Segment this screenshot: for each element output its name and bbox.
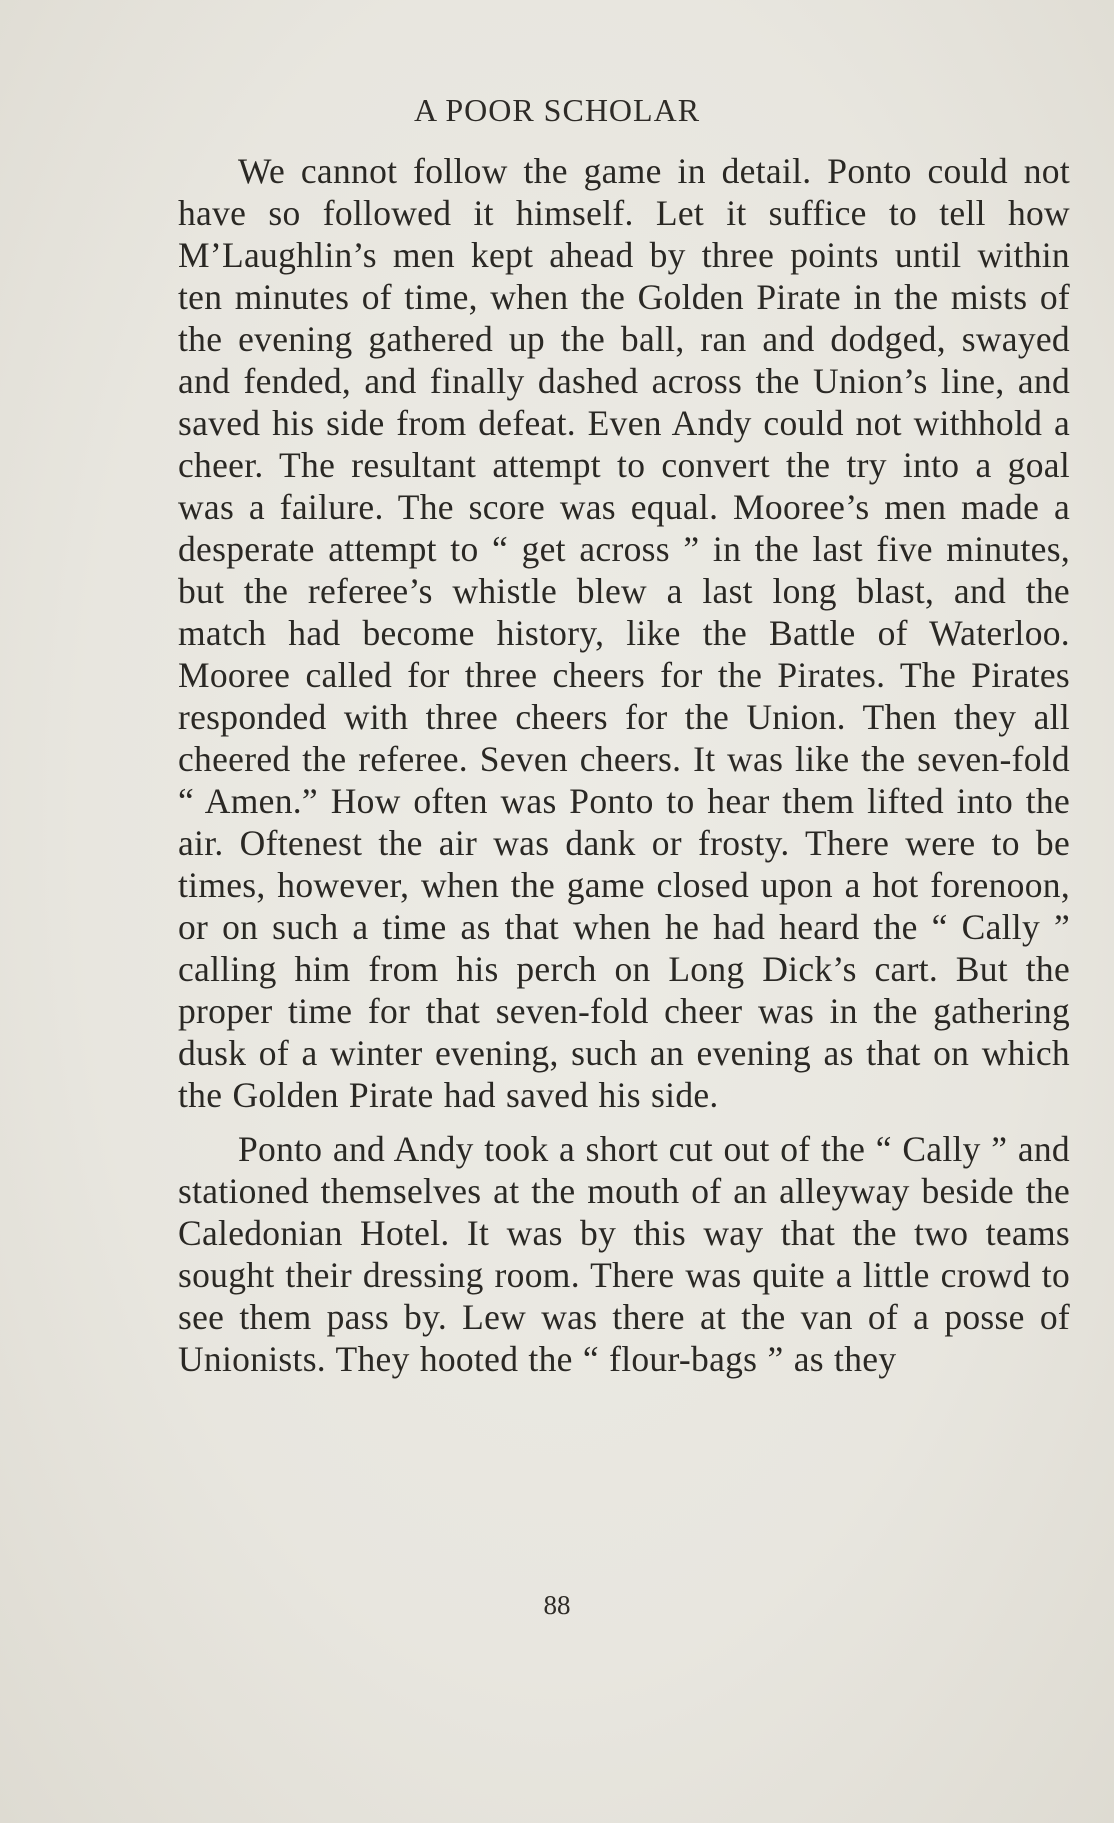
paragraph-2: Ponto and Andy took a short cut out of the “ Cally ” and stationed themselves at the mouth of an alleyway beside the Caledonian Hotel. It was by this way that the two teams sought their dressing room. There was quite a little crowd to see them pass by. Lew was there at the van of a posse of Unionists. They hooted the “ flour-bags ” as they <box>178 1129 1070 1379</box>
page-number: 88 <box>543 1590 571 1620</box>
body-text <box>178 150 1070 1380</box>
paragraph-1: We cannot follow the game in detail. Ponto could not have so followed it himself. Let it suffice to tell how M’Laughlin’s men kept ahead by three points until within ten minutes of time, when the Golden Pirate in the mists of the evening gathered up the ball, ran and dodged, swayed and fended, and finally dashed across the Union’s line, and saved his side from defeat. Even Andy could not withhold a cheer. The resultant attempt to convert the try into a goal was a failure. The score was equal. Mooree’s men made a desperate attempt to “ get across ” in the last five minutes, but the referee’s whistle blew a last long blast, and the match had become history, like the Battle of Waterloo. Mooree called for three cheers for the Pirates. The Pirates responded with three cheers for the Union. Then they all cheered the referee. Seven cheers. It was like the seven-fold “ Amen.” How often was Ponto to hear them lifted into the air. Oftenest the air was dank or frosty. There were to be times, however, when the game closed upon a hot forenoon, or on such a time as that when he had heard the “ Cally ” calling him from his perch on Long Dick’s cart. But the proper time for that seven-fold cheer was in the gathering dusk of a winter evening, such an evening as that on which the Golden Pirate had saved his side. <box>178 151 1070 1115</box>
running-head: A POOR SCHOLAR <box>413 92 701 128</box>
